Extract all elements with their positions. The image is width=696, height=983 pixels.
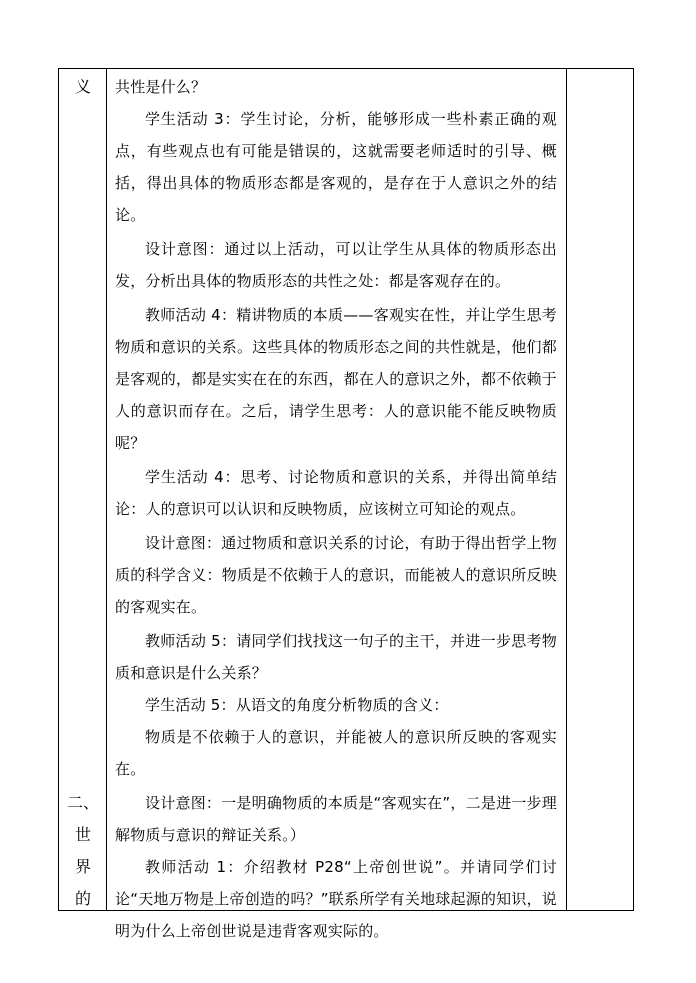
paragraph: 学生活动 5：从语文的角度分析物质的含义： — [145, 696, 449, 714]
paragraph: 设计意图：通过物质和意识关系的讨论，有助于得出哲学上物质的科学含义：物质是不依赖于人的意识，而能被人的意识所反映的客观实在。 — [115, 534, 557, 616]
content-column — [107, 69, 567, 940]
paragraph: 设计意图：通过以上活动，可以让学生从具体的物质形态出发，分析出具体的物质形态的共性之处：都是客观存在的。 — [115, 240, 557, 290]
section-char: 的 — [74, 889, 91, 908]
paragraph: 教师活动 1：介绍教材 P28“上帝创世说”。并请同学们讨论“天地万物是上帝创造的吗？”联系所学有关地球起源的知识，说明为什么上帝创世说是违背客观实际的。 — [115, 858, 557, 940]
paragraph: 学生活动 3：学生讨论，分析，能够形成一些朴素正确的观点，有些观点也有可能是错误的，这就需要老师适时的引导、概括，得出具体的物质形态都是客观的，是存在于人意识之外的结论。 — [115, 110, 557, 224]
paragraph: 教师活动 5：请同学们找找这一句子的主干，并进一步思考物质和意识是什么关系？ — [115, 632, 557, 682]
paragraph: 物质是不依赖于人的意识，并能被人的意识所反映的客观实在。 — [115, 728, 557, 778]
paragraph: 设计意图：一是明确物质的本质是“客观实在”，二是进一步理解物质与意识的辩证关系。） — [115, 794, 557, 844]
paragraph: 学生活动 4：思考、讨论物质和意识的关系，并得出简单结论：人的意识可以认识和反映物质，应该树立可知论的观点。 — [115, 468, 557, 518]
section-label-column — [59, 69, 107, 910]
section-char: 义 — [74, 77, 91, 96]
section-char: 二、 — [66, 793, 99, 812]
lesson-table — [58, 68, 634, 940]
section-char: 世 — [74, 825, 91, 844]
paragraph: 教师活动 4：精讲物质的本质——客观实在性，并让学生思考物质和意识的关系。这些具体的物质形态之间的共性就是，他们都是客观的，都是实实在在的东西，都在人的意识之外，都不依赖于人的意识而存在。之后，请学生思考：人的意识能不能反映物质呢？ — [115, 306, 557, 452]
section-char: 界 — [74, 857, 91, 876]
notes-column — [567, 69, 635, 910]
paragraph: 共性是什么？ — [115, 78, 207, 96]
